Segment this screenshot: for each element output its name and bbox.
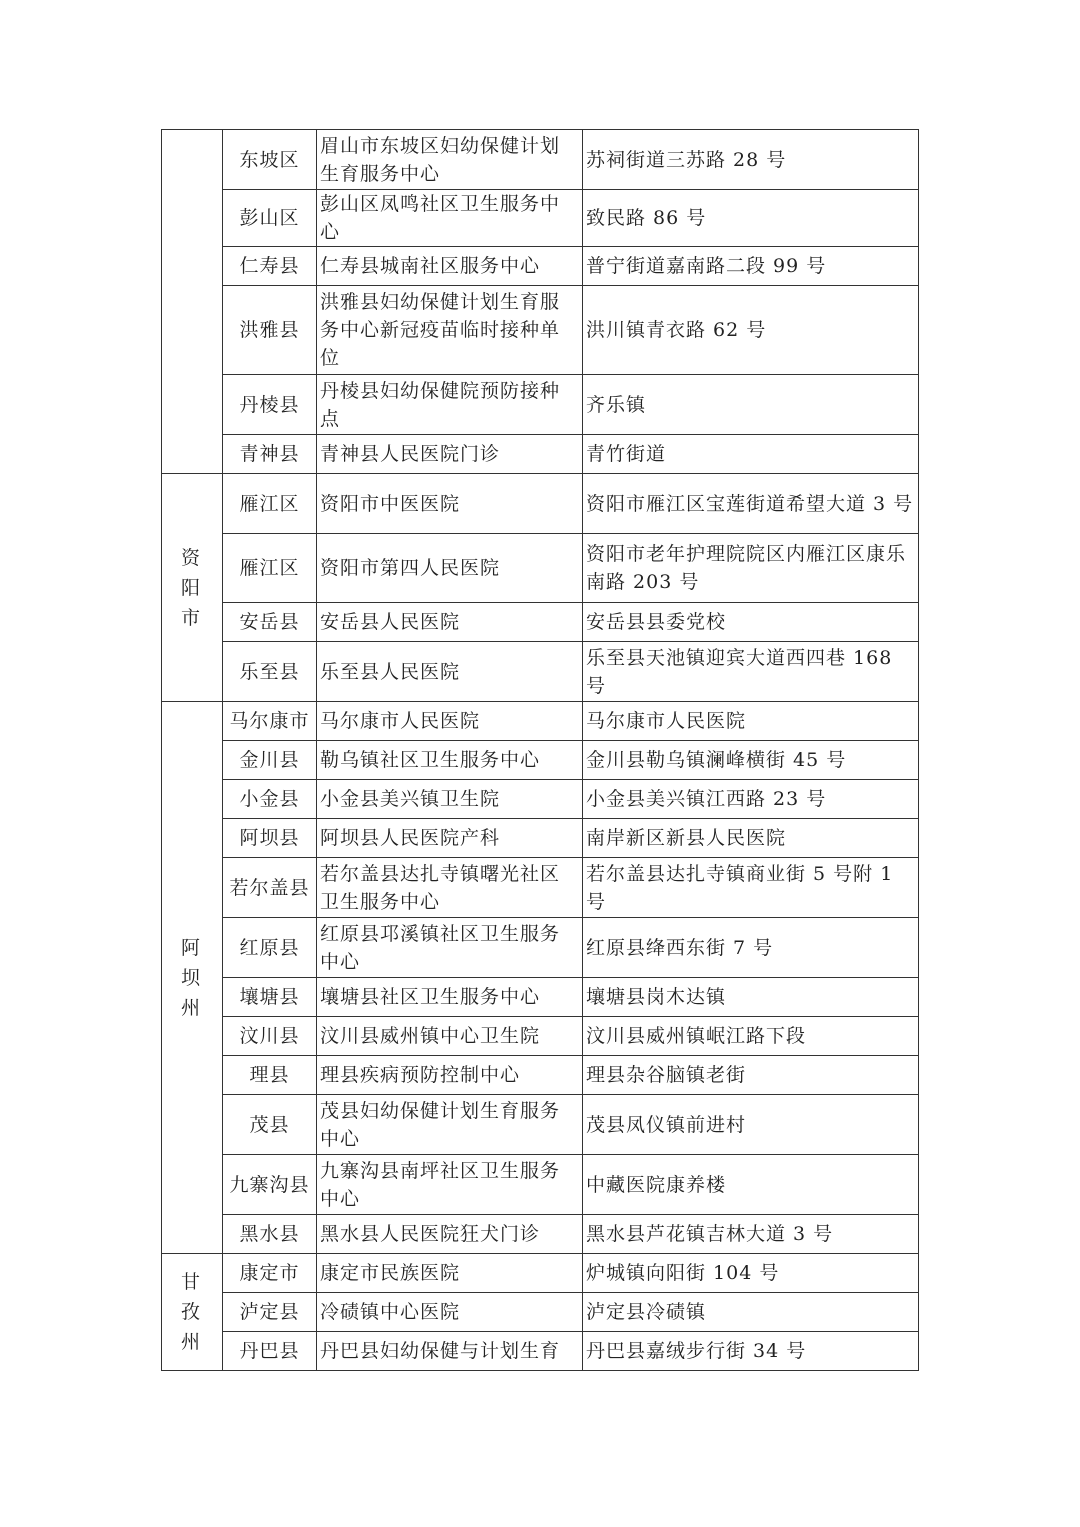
- site-cell: 汶川县威州镇中心卫生院: [317, 1017, 583, 1056]
- county-cell: 丹棱县: [223, 375, 317, 435]
- county-cell: 乐至县: [223, 642, 317, 702]
- site-cell: 黑水县人民医院狂犬门诊: [317, 1215, 583, 1254]
- table-row: [162, 918, 919, 978]
- county-cell: 茂县: [223, 1095, 317, 1155]
- address-cell: 安岳县县委党校: [583, 603, 919, 642]
- county-cell: 黑水县: [223, 1215, 317, 1254]
- table-row: [162, 247, 919, 286]
- table-row: [162, 286, 919, 375]
- table-row: [162, 130, 919, 190]
- address-cell: 资阳市老年护理院院区内雁江区康乐南路 203 号: [583, 534, 919, 603]
- table-row: [162, 1017, 919, 1056]
- address-cell: 齐乐镇: [583, 375, 919, 435]
- address-cell: 丹巴县嘉绒步行街 34 号: [583, 1332, 919, 1371]
- county-cell: 康定市: [223, 1254, 317, 1293]
- county-cell: 理县: [223, 1056, 317, 1095]
- table-row: [162, 190, 919, 247]
- site-cell: 冷碛镇中心医院: [317, 1293, 583, 1332]
- site-cell: 壤塘县社区卫生服务中心: [317, 978, 583, 1017]
- address-cell: 青竹街道: [583, 435, 919, 474]
- county-cell: 彭山区: [223, 190, 317, 247]
- site-cell: 资阳市第四人民医院: [317, 534, 583, 603]
- table-row: [162, 702, 919, 741]
- address-cell: 苏祠街道三苏路 28 号: [583, 130, 919, 190]
- table-body: [162, 130, 919, 1371]
- table-row: [162, 1332, 919, 1371]
- address-cell: 马尔康市人民医院: [583, 702, 919, 741]
- county-cell: 安岳县: [223, 603, 317, 642]
- address-cell: 黑水县芦花镇吉林大道 3 号: [583, 1215, 919, 1254]
- table-row: [162, 780, 919, 819]
- city-cell: 阿坝州: [162, 702, 223, 1254]
- county-cell: 金川县: [223, 741, 317, 780]
- address-cell: 茂县凤仪镇前进村: [583, 1095, 919, 1155]
- table-row: [162, 819, 919, 858]
- county-cell: 九寨沟县: [223, 1155, 317, 1215]
- county-cell: 汶川县: [223, 1017, 317, 1056]
- table-row: [162, 375, 919, 435]
- site-cell: 茂县妇幼保健计划生育服务中心: [317, 1095, 583, 1155]
- table-row: [162, 1254, 919, 1293]
- address-cell: 若尔盖县达扎寺镇商业街 5 号附 1 号: [583, 858, 919, 918]
- site-cell: 丹棱县妇幼保健院预防接种点: [317, 375, 583, 435]
- table-row: [162, 1095, 919, 1155]
- address-cell: 致民路 86 号: [583, 190, 919, 247]
- address-cell: 乐至县天池镇迎宾大道西四巷 168 号: [583, 642, 919, 702]
- site-cell: 小金县美兴镇卫生院: [317, 780, 583, 819]
- site-cell: 马尔康市人民医院: [317, 702, 583, 741]
- county-cell: 青神县: [223, 435, 317, 474]
- county-cell: 东坡区: [223, 130, 317, 190]
- county-cell: 若尔盖县: [223, 858, 317, 918]
- address-cell: 壤塘县岗木达镇: [583, 978, 919, 1017]
- site-cell: 彭山区凤鸣社区卫生服务中心: [317, 190, 583, 247]
- table-row: [162, 1215, 919, 1254]
- county-cell: 马尔康市: [223, 702, 317, 741]
- address-cell: 汶川县威州镇岷江路下段: [583, 1017, 919, 1056]
- site-cell: 丹巴县妇幼保健与计划生育: [317, 1332, 583, 1371]
- table-row: [162, 1056, 919, 1095]
- site-cell: 红原县邛溪镇社区卫生服务中心: [317, 918, 583, 978]
- table-row: [162, 474, 919, 534]
- table-row: [162, 534, 919, 603]
- table-row: [162, 642, 919, 702]
- address-cell: 中藏医院康养楼: [583, 1155, 919, 1215]
- address-cell: 普宁街道嘉南路二段 99 号: [583, 247, 919, 286]
- site-cell: 九寨沟县南坪社区卫生服务中心: [317, 1155, 583, 1215]
- site-cell: 资阳市中医医院: [317, 474, 583, 534]
- county-cell: 雁江区: [223, 534, 317, 603]
- county-cell: 小金县: [223, 780, 317, 819]
- county-cell: 阿坝县: [223, 819, 317, 858]
- address-cell: 南岸新区新县人民医院: [583, 819, 919, 858]
- county-cell: 泸定县: [223, 1293, 317, 1332]
- site-cell: 勒乌镇社区卫生服务中心: [317, 741, 583, 780]
- site-cell: 青神县人民医院门诊: [317, 435, 583, 474]
- county-cell: 雁江区: [223, 474, 317, 534]
- address-cell: 洪川镇青衣路 62 号: [583, 286, 919, 375]
- site-cell: 乐至县人民医院: [317, 642, 583, 702]
- table-row: [162, 435, 919, 474]
- address-cell: 红原县绛西东街 7 号: [583, 918, 919, 978]
- county-cell: 红原县: [223, 918, 317, 978]
- site-cell: 眉山市东坡区妇幼保健计划生育服务中心: [317, 130, 583, 190]
- city-cell: 资阳市: [162, 474, 223, 702]
- table-row: [162, 741, 919, 780]
- address-cell: 泸定县冷碛镇: [583, 1293, 919, 1332]
- city-cell: [162, 130, 223, 474]
- site-cell: 仁寿县城南社区服务中心: [317, 247, 583, 286]
- table-row: [162, 1155, 919, 1215]
- table-row: [162, 858, 919, 918]
- site-cell: 康定市民族医院: [317, 1254, 583, 1293]
- site-cell: 理县疾病预防控制中心: [317, 1056, 583, 1095]
- site-cell: 若尔盖县达扎寺镇曙光社区卫生服务中心: [317, 858, 583, 918]
- address-cell: 小金县美兴镇江西路 23 号: [583, 780, 919, 819]
- county-cell: 洪雅县: [223, 286, 317, 375]
- table-row: [162, 978, 919, 1017]
- county-cell: 丹巴县: [223, 1332, 317, 1371]
- table-row: [162, 1293, 919, 1332]
- site-cell: 洪雅县妇幼保健计划生育服务中心新冠疫苗临时接种单位: [317, 286, 583, 375]
- vaccination-sites-table: [161, 129, 919, 1371]
- table-row: [162, 603, 919, 642]
- city-cell: 甘孜州: [162, 1254, 223, 1371]
- county-cell: 壤塘县: [223, 978, 317, 1017]
- address-cell: 炉城镇向阳街 104 号: [583, 1254, 919, 1293]
- address-cell: 资阳市雁江区宝莲街道希望大道 3 号: [583, 474, 919, 534]
- address-cell: 理县杂谷脑镇老街: [583, 1056, 919, 1095]
- site-cell: 阿坝县人民医院产科: [317, 819, 583, 858]
- county-cell: 仁寿县: [223, 247, 317, 286]
- site-cell: 安岳县人民医院: [317, 603, 583, 642]
- address-cell: 金川县勒乌镇澜峰横街 45 号: [583, 741, 919, 780]
